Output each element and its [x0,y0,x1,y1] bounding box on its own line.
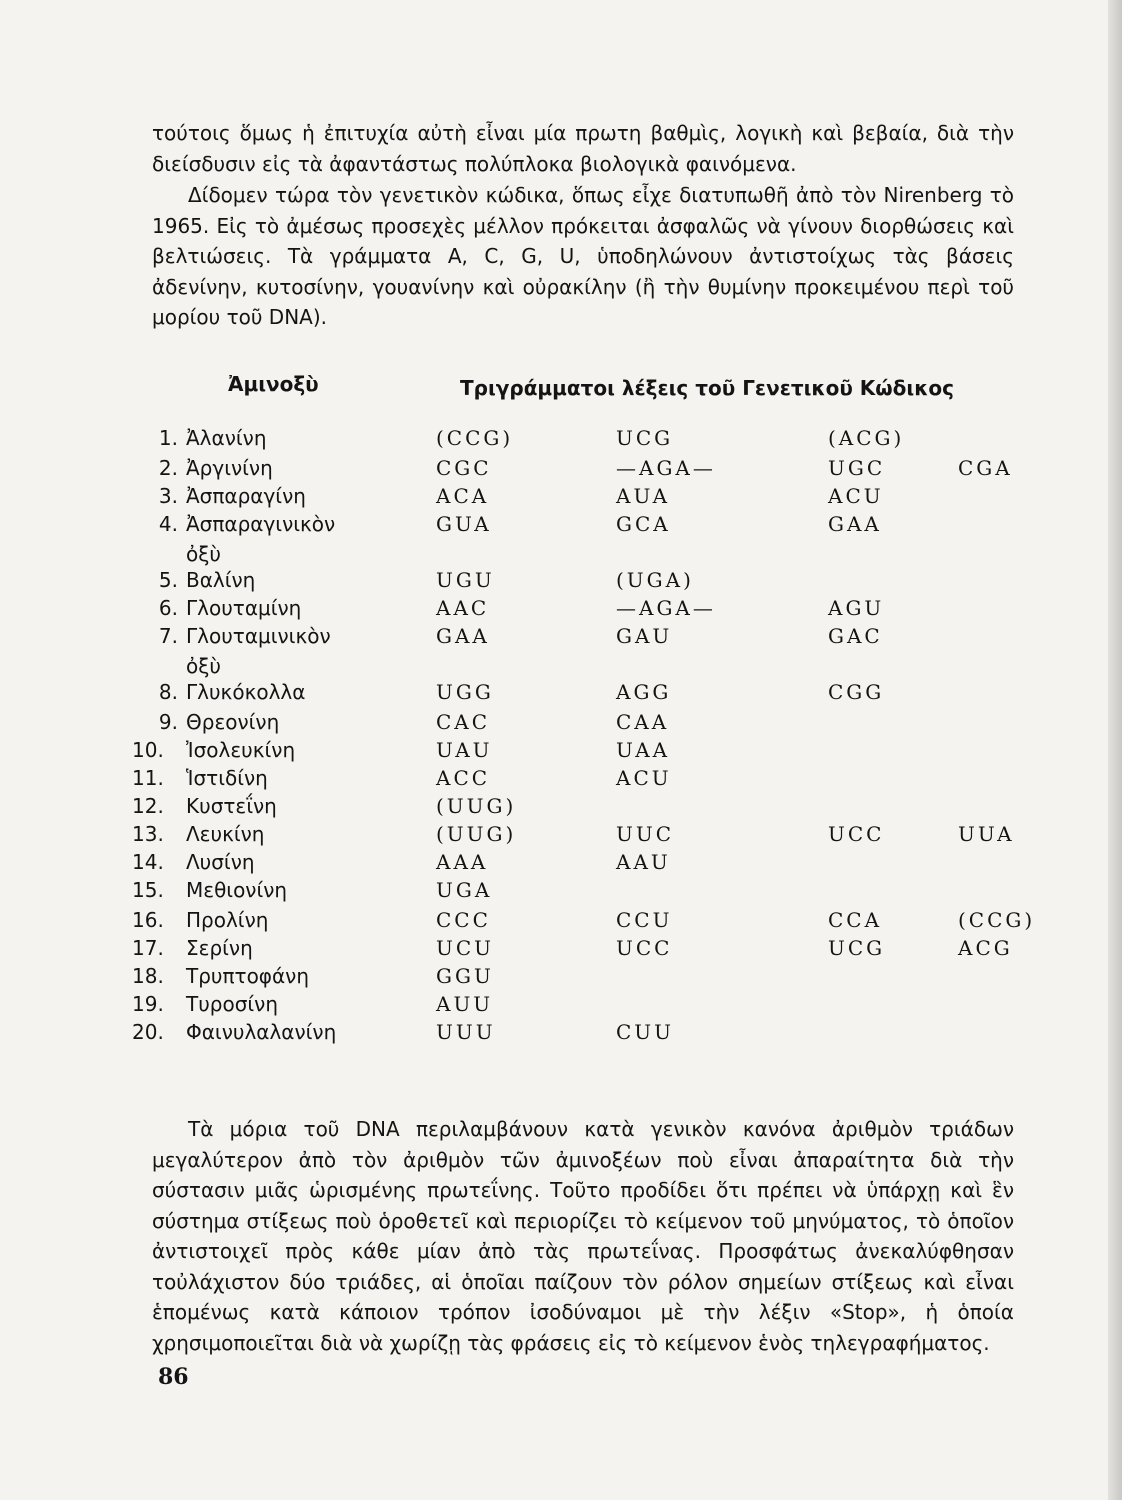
row-number: 20. [132,1020,164,1044]
codon-cell: AUA [616,484,671,508]
amino-acid-name: Ἰσολευκίνη [186,738,296,762]
row-number: 13. [132,822,164,846]
codon-cell: GCA [616,512,671,536]
codon-cell: AAC [436,596,490,620]
codon-cell: UUU [436,1020,496,1044]
row-number: 19. [132,992,164,1016]
codon-cell: UCG [828,936,886,960]
table-row [0,596,1122,624]
amino-acid-name: Φαινυλαλανίνη [186,1020,337,1044]
table-row [0,710,1122,738]
codon-cell: CAC [436,710,491,734]
codon-cell: (CCG) [436,426,514,450]
row-number: 14. [132,850,164,874]
codon-cell: UCG [616,426,674,450]
row-number: 8. [158,680,178,704]
table-row [0,908,1122,936]
table-row [0,964,1122,992]
amino-acid-name-continuation: ὀξὺ [186,542,221,566]
codon-cell: GAA [828,512,882,536]
code-paragraph [152,180,1014,333]
codon-cell: AUU [436,992,494,1016]
amino-acid-name: Προλίνη [186,908,269,932]
codon-cell: UUC [616,822,675,846]
amino-acid-name: Μεθιονίνη [186,878,288,902]
amino-acid-name: Ἱστιδίνη [186,766,268,790]
table-row [0,426,1122,454]
table-row [0,738,1122,766]
codon-cell: UGA [436,878,493,902]
codon-cell: UGG [436,680,494,704]
codon-cell: ACC [436,766,491,790]
codon-cell: —AGA— [616,456,716,480]
amino-acid-name: Γλουταμινικὸν [186,624,331,648]
codon-cell: (ACG) [828,426,905,450]
amino-acid-name: Βαλίνη [186,568,256,592]
row-number: 9. [158,710,178,734]
amino-acid-name: Θρεονίνη [186,710,280,734]
table-row [0,878,1122,906]
row-number: 6. [158,596,178,620]
row-number: 10. [132,738,164,762]
amino-acid-name: Σερίνη [186,936,253,960]
amino-acid-name: Γλουταμίνη [186,596,302,620]
codon-cell: UGC [828,456,886,480]
amino-acid-name: Ἀλανίνη [186,426,267,450]
codon-cell: (UUG) [436,822,517,846]
table-row [0,512,1122,540]
codon-cell: ACU [828,484,884,508]
row-number: 4. [158,512,178,536]
row-number: 15. [132,878,164,902]
closing-paragraph-text: Τὰ μόρια τοῦ DNA περιλαμβάνουν κατὰ γενικὸν κανόνα ἀριθμὸν τριάδων μεγαλύτερον ἀπὸ τὸν ἀριθμὸν τῶν ἀμινοξέων ποὺ εἶναι ἀπαραίτητα διὰ τὴν σύστασιν μιᾶς ὡρισμένης πρωτεΐνης. Τοῦτο προδίδει ὅτι πρέπει νὰ ὑπάρχῃ καὶ ἓν σύστημα στίξεως ποὺ ὁροθετεῖ καὶ περιορίζει τὸ κείμενον τοῦ μηνύματος, τὸ ὁποῖον ἀντιστοιχεῖ πρὸς κάθε μίαν ἀπὸ τὰς πρωτεΐνας. Προσφάτως ἀνεκαλύφθησαν τοὐλάχιστον δύο τριάδες, αἱ ὁποῖαι παίζουν τὸν ρόλον σημείων στίξεως καὶ εἶναι ἑπομένως κατὰ κάποιον τρόπον ἰσοδύναμοι μὲ τὴν λέξιν «Stop», ἡ ὁποία χρησιμοποιεῖται διὰ νὰ χωρίζῃ τὰς φράσεις εἰς τὸ κείμενον ἑνὸς τηλεγραφήματος. [152,1117,1014,1355]
codon-cell: UUA [958,822,1015,846]
codon-cell: CCU [616,908,673,932]
amino-acid-name: Τρυπτοφάνη [186,964,310,988]
row-number: 5. [158,568,178,592]
table-row [0,568,1122,596]
codon-cell: —AGA— [616,596,716,620]
codon-cell: (CCG) [958,908,1036,932]
codon-cell: (UGA) [616,568,694,592]
table-row [0,484,1122,512]
table-row [0,936,1122,964]
codon-cell: GAA [436,624,490,648]
codon-cell: CGC [436,456,492,480]
amino-acid-name: Γλυκόκολλα [186,680,306,704]
table-row [0,794,1122,822]
table-row [0,766,1122,794]
closing-paragraph [152,1114,1014,1358]
amino-acid-name: Λευκίνη [186,822,265,846]
amino-acid-name: Κυστεΐνη [186,794,277,818]
codon-cell: GUA [436,512,492,536]
codon-cell: CUU [616,1020,675,1044]
table-row [0,850,1122,878]
row-number: 12. [132,794,164,818]
row-number: 7. [158,624,178,648]
amino-acid-name: Ἀσπαραγίνη [186,484,306,508]
codon-cell: CGA [958,456,1013,480]
codon-cell: UCC [616,936,673,960]
codon-cell: (UUG) [436,794,517,818]
codon-cell: AAU [616,850,671,874]
codon-cell: UAA [616,738,671,762]
page-number: 86 [158,1364,189,1390]
row-number: 17. [132,936,164,960]
table-row [0,456,1122,484]
row-number: 18. [132,964,164,988]
codon-cell: CCC [436,908,491,932]
table-row [0,822,1122,850]
codon-cell: CGG [828,680,885,704]
codon-cell: CCA [828,908,883,932]
codon-cell: UCC [828,822,885,846]
codon-cell: GGU [436,964,494,988]
codon-cell: GAC [828,624,883,648]
table-row [0,680,1122,708]
row-number: 2. [158,456,178,480]
table-row [0,1020,1122,1048]
amino-acid-name-continuation: ὀξὺ [186,654,221,678]
row-number: 1. [158,426,178,450]
intro-paragraph: τούτοις ὅμως ἡ ἐπιτυχία αὐτὴ εἶναι μία πρωτη βαθμὶς, λογικὴ καὶ βεβαία, διὰ τὴν διείσδυσιν εἰς τὰ ἀφαντάστως πολύπλοκα βιολογικὰ φαινόμενα. [152,121,1014,176]
table-header-triplet-words: Τριγράμματοι λέξεις τοῦ Γενετικοῦ Κώδικος [460,376,955,400]
row-number: 11. [132,766,164,790]
amino-acid-name: Ἀργινίνη [186,456,273,480]
codon-cell: UCU [436,936,495,960]
row-number: 3. [158,484,178,508]
codon-cell: UGU [436,568,495,592]
codon-cell: ACA [436,484,490,508]
codon-cell: UAU [436,738,493,762]
amino-acid-name: Ἀσπαραγινικὸν [186,512,336,536]
table-row [0,992,1122,1020]
amino-acid-name: Τυροσίνη [186,992,279,1016]
code-paragraph-text: Δίδομεν τώρα τὸν γενετικὸν κώδικα, ὅπως εἶχε διατυπωθῆ ἀπὸ τὸν Nirenberg τὸ 1965. Εἰς τὸ ἀμέσως προσεχὲς μέλλον πρόκειται ἀσφαλῶς νὰ γίνουν διορθώσεις καὶ βελτιώσεις. Τὰ γράμματα A, C, G, U, ὑποδηλώνουν ἀντιστοίχως τὰς βάσεις ἀδενίνην, κυτοσίνην, γουανίνην καὶ οὐρακίλην (ἢ τὴν θυμίνην προκειμένου περὶ τοῦ μορίου τοῦ DNA). [152,183,1014,329]
codon-cell: CAA [616,710,670,734]
codon-cell: AGG [616,680,672,704]
codon-cell: GAU [616,624,673,648]
amino-acid-name: Λυσίνη [186,850,255,874]
row-number: 16. [132,908,164,932]
table-header-amino-acid: Ἀμινοξὺ [228,372,319,396]
codon-cell: AAA [436,850,489,874]
codon-cell: ACU [616,766,672,790]
codon-cell: AGU [828,596,885,620]
table-row [0,624,1122,652]
codon-cell: ACG [958,936,1013,960]
